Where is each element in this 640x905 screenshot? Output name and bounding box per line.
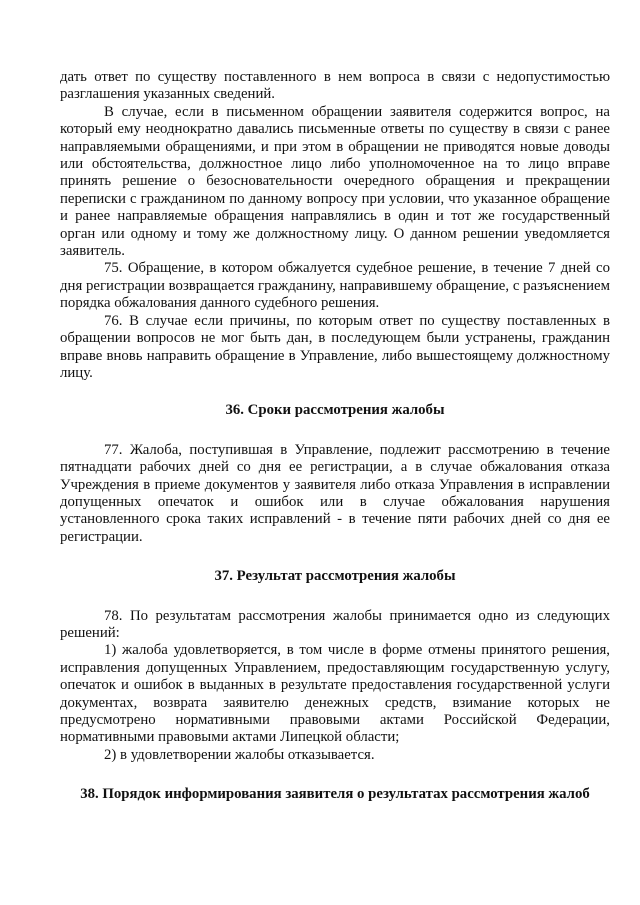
paragraph-75: 75. Обращение, в котором обжалуется судебное решение, в течение 7 дней со дня регистрации возвращается гражданину, направившему обращение, с разъяснением порядка обжалования данного судебного решения.: [60, 260, 610, 312]
paragraph-76: 76. В случае если причины, по которым ответ по существу поставленных в обращении вопросов не мог быть дан, в последующем были устранены, гражданин вправе вновь направить обращение в Управление, либо вышестоящему должностному лицу.: [60, 312, 610, 381]
paragraph-78-item-1: 1) жалоба удовлетворяется, в том числе в форме отмены принятого решения, исправления допущенных Управлением, предоставляющим государственную услугу, опечаток и ошибок в выданных в результате предоставления государственной услуги документах, возврата заявителю денежных средств, взимание которых не предусмотрено нормативными правовыми актами Российской Федерации, нормативными правовыми актами Липецкой области;: [60, 642, 610, 746]
section-heading-36: 36. Сроки рассмотрения жалобы: [225, 402, 445, 419]
section-38: [60, 786, 610, 803]
paragraph-continuation: дать ответ по существу поставленного в нем вопроса в связи с недопустимостью разглашения указанных сведений.: [60, 69, 610, 103]
section-37: [60, 568, 610, 764]
paragraph-77: 77. Жалоба, поступившая в Управление, подлежит рассмотрению в течение пятнадцати рабочих дней со дня ее регистрации, а в случае обжалования отказа Учреждения в приеме документов у заявителя либо отказа Управления в исправлении допущенных опечаток и ошибок или в случае обжалования нарушения установленного срока таких исправлений - в течение пяти рабочих дней со дня ее регистрации.: [60, 441, 610, 545]
paragraph-78-item-2: 2) в удовлетворении жалобы отказывается.: [104, 746, 375, 763]
section-36: [60, 402, 610, 546]
section-heading-38: 38. Порядок информирования заявителя о результатах рассмотрения жалоб: [80, 786, 590, 803]
document-page: [60, 69, 610, 804]
section-heading-37: 37. Результат рассмотрения жалобы: [214, 568, 456, 585]
paragraph-78: 78. По результатам рассмотрения жалобы принимается одно из следующих решений:: [60, 607, 610, 641]
paragraph-repeated-appeal: В случае, если в письменном обращении заявителя содержится вопрос, на который ему неоднократно давались письменные ответы по существу в связи с ранее направляемыми обращениями, и при этом в обращении не приводятся новые доводы или обстоятельства, должностное лицо либо уполномоченное на то лицо вправе принять решение о безосновательности очередного обращения и прекращении переписки с гражданином по данному вопросу при условии, что указанное обращение и ранее направляемые обращения направлялись в один и тот же государственный орган или одному и тому же должностному лицу. О данном решении уведомляется заявитель.: [60, 103, 610, 260]
